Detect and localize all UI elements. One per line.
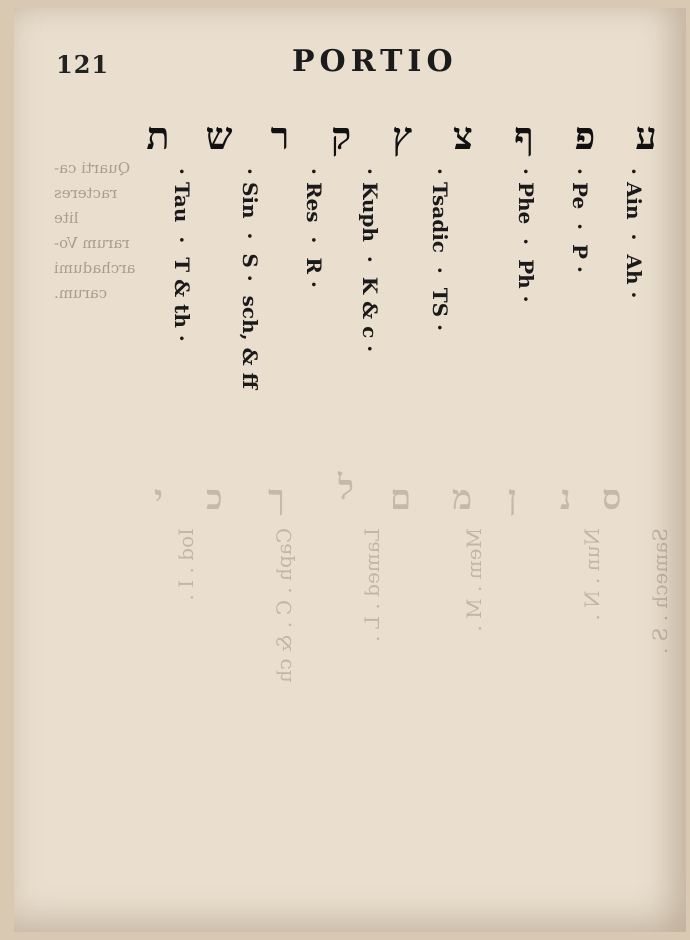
- letter-name-phe: · Phe · Ph ·: [514, 168, 538, 303]
- ghost-hebrew-letter: ל: [338, 468, 354, 508]
- ghost-hebrew-letter: ם: [390, 478, 412, 518]
- hebrew-letter: ק: [330, 113, 352, 158]
- hebrew-letter: ר: [270, 113, 290, 158]
- hebrew-letter: ץ: [392, 113, 412, 158]
- ghost-hebrew-letter: י: [154, 478, 163, 518]
- ghost-hebrew-letter: ן: [508, 478, 517, 518]
- ghost-label: Iod . I .: [174, 528, 198, 601]
- letter-name-ain: · Ain · Ah ·: [622, 168, 646, 299]
- ghost-label: Caph . C . & ch: [272, 528, 296, 683]
- hebrew-letter: ע: [635, 113, 657, 158]
- ghost-label: Mem . M .: [462, 528, 486, 632]
- running-head: PORTIO: [292, 44, 458, 79]
- letter-name-res: · Res · R ·: [302, 168, 326, 288]
- ghost-hebrew-letter: מ: [452, 478, 473, 518]
- ghost-hebrew-letter: ס: [602, 478, 622, 518]
- page-number: 121: [56, 50, 110, 79]
- ghost-label: Nun . N .: [580, 528, 604, 621]
- ghost-hebrew-letter: ך: [268, 478, 285, 518]
- hebrew-letter-row: [142, 106, 662, 166]
- book-page: [14, 8, 686, 932]
- hebrew-letter: ף: [514, 113, 534, 158]
- letter-name-tsadic: · Tsadic · TS ·: [428, 168, 452, 332]
- hebrew-letter: ת: [146, 113, 170, 158]
- ghost-hebrew-letter: נ: [560, 478, 572, 518]
- ghost-label: Samech . S .: [648, 528, 672, 654]
- hebrew-letter: פ: [574, 113, 596, 158]
- hebrew-letter: ש: [205, 113, 233, 158]
- hebrew-letter: צ: [453, 113, 473, 158]
- margin-note-show-through: Quarti ca- racteres lite rarum Vo- archadumi carum.: [54, 159, 136, 302]
- letter-name-sin: · Sin · S · sch, & ff: [238, 168, 262, 390]
- letter-name-tau: · Tau · T & th ·: [170, 168, 194, 342]
- letter-name-pe: · Pe · P ·: [568, 168, 592, 273]
- ghost-label: Lamed . L .: [360, 528, 384, 642]
- letter-name-kuph: · Kuph · K & c ·: [358, 168, 382, 353]
- ghost-hebrew-letter: כ: [206, 478, 223, 518]
